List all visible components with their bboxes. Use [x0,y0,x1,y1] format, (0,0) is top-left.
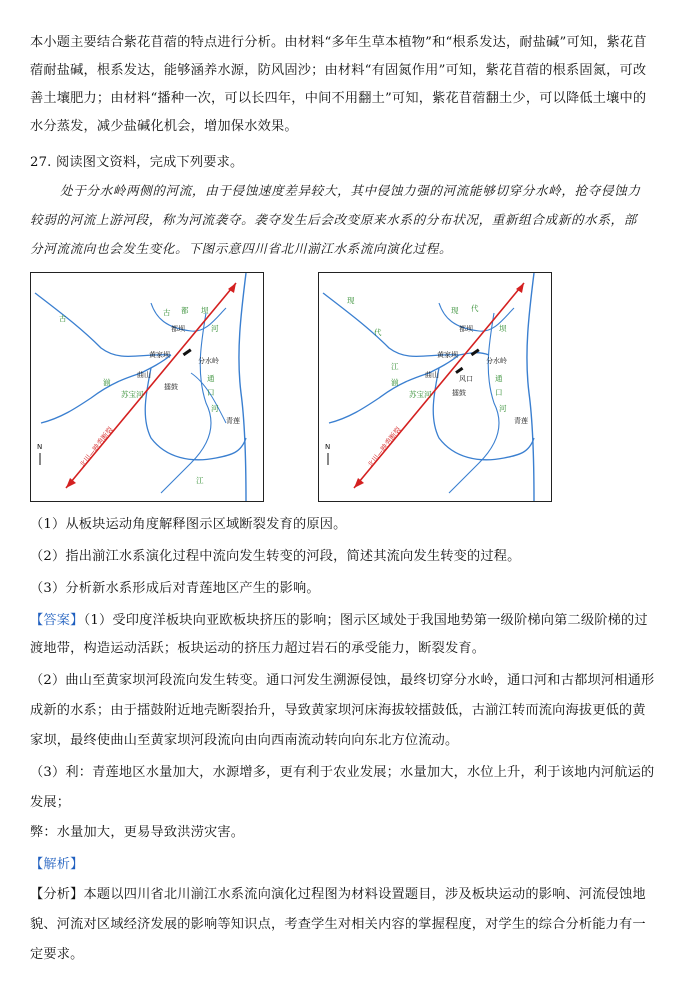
map-label: 都坝 [171,325,185,333]
fault-label: 北川—映秀断裂 [78,425,115,470]
river-tongkou [161,313,211,493]
analysis-line: 定要求。 [30,947,84,962]
watershed-mark [183,348,192,356]
map-before [30,272,264,502]
material-line: 处于分水岭两侧的河流，由于侵蚀速度差异较大，其中侵蚀力强的河流能够切穿分水岭，抢夺侵蚀力 [60,183,641,198]
north-label: N [37,443,43,451]
intro-line: 本小题主要结合紫花苜蓿的特点进行分析。由材料“多年生草本植物”和“根系发达，耐盐碱”可知，紫花苜 [30,35,647,50]
question-heading [30,150,666,176]
analysis-tag: 【解析】 [30,857,84,872]
material-line: 分河流流向也会发生变化。下图示意四川省北川湔江水系流向演化过程。 [30,241,453,256]
map-label: 擂鼓 [164,383,178,391]
map-label: 曲山 [425,371,439,379]
question-title: 阅读图文资料，完成下列要求。 [55,155,244,170]
material-line: 较弱的河流上游河段，称为河流袭夺。袭夺发生后会改变原来水系的分布状况，重新组合成新的水系，部 [30,212,637,227]
map-label: 苏宝河 [121,390,144,399]
north-label: N [325,443,331,451]
fault-arrow-bottom [66,478,76,488]
answer-line: 发展； [30,795,71,810]
answer-line: 家坝，最终使曲山至黄家坝河段流向由向西南流动转向向东北方位流动。 [30,733,459,748]
map-label: 苏宝河 [409,390,432,399]
map-label: 河 [211,404,219,413]
intro-line: 水分蒸发，减少盐碱化机会，增加保水效果。 [30,119,298,134]
sub-question-1: （1）从板块运动角度解释图示区域断裂发育的原因。 [30,517,347,532]
fault-label: 北川—映秀断裂 [366,425,403,470]
answer-line: 渡地带，构造运动活跃；板块运动的挤压力超过岩石的承受能力，断裂发育。 [30,641,486,656]
question-number: 27. [30,155,52,170]
river-gu-du-ba [35,293,171,356]
map-label: 河 [499,404,507,413]
map-label: 现 [451,306,459,315]
map-label: 口 [207,388,215,397]
answer-line: （2）曲山至黄家坝河段流向发生转变。通口河发生溯源侵蚀，最终切穿分水岭，通口河和古都坝河相通形 [30,673,655,688]
map-label: 代 [471,304,479,313]
map-label: 都坝 [459,325,473,333]
intro-line: 蓿耐盐碱，根系发达，能够涵养水源，防风固沙；由材料“有固氮作用”可知，紫花苜蓿的根系固氮，可改 [30,63,647,78]
map-label: 河 [211,324,219,333]
map-label: 都 [181,306,189,315]
map-label: 湔 [103,378,111,387]
answer-line: 成新的水系；由于擂鼓附近地壳断裂抬升，导致黄家坝河床海拔较擂鼓低，古湔江转而流向海拔更低的黄 [30,703,646,718]
map-label: 口 [495,388,503,397]
answer-harm: 弊：水量加大，更易导致洪涝灾害。 [30,825,245,840]
map-label: 坝 [201,306,209,315]
map-label: 通 [207,374,215,383]
map-label: 分水岭 [198,357,219,365]
analysis-line: 貌、河流对区域经济发展的影响等知识点，考查学生对相关内容的掌握程度，对学生的综合分析能力有一 [30,917,646,932]
map-label: 古 [59,314,67,323]
map-label: 风口 [459,375,473,383]
map-label: 曲山 [137,371,151,379]
map-after [318,272,552,502]
sub-question-3: （3）分析新水系形成后对青莲地区产生的影响。 [30,581,320,596]
river-jiang [145,368,246,460]
map-label: 黄家坝 [149,351,170,359]
analysis-line: 【分析】本题以四川省北川湔江水系流向演化过程图为材料设置题目，涉及板块运动的影响、河流侵蚀地 [30,887,646,902]
river-east [239,273,246,501]
map-label: 古 [163,308,171,317]
intro-line: 善土壤肥力；由材料“播种一次，可以长四年，中间不用翻土”可知，紫花苜蓿翻土少，可以降低土壤中的 [30,91,647,106]
map-label: 擂鼓 [452,389,466,397]
map-label: 青莲 [226,417,240,425]
answer-tag: 【答案】 [30,613,84,628]
map-label: 现 [347,296,355,305]
map-label: 江 [196,476,204,485]
sub-question-2: （2）指出湔江水系演化过程中流向发生转变的河段，简述其流向发生转变的过程。 [30,549,521,564]
map-label: 代 [374,328,382,337]
answer-line: （3）利：青莲地区水量加大，水源增多，更有利于农业发展；水量加大，水位上升，利于该地内河航运的 [30,765,655,780]
river-jian [41,355,171,423]
map-label: 江 [391,362,399,371]
map-label: 分水岭 [486,357,507,365]
map-label: 青莲 [514,417,528,425]
map-label: 坝 [499,324,507,333]
map-before-svg [31,273,263,501]
map-label: 湔 [391,378,399,387]
map-label: 通 [495,374,503,383]
answer-line: 【答案】（1）受印度洋板块向亚欧板块挤压的影响；图示区域处于我国地势第一级阶梯向第二级阶梯的过 [30,613,648,628]
map-after-svg [319,273,551,501]
map-label: 黄家坝 [437,351,458,359]
